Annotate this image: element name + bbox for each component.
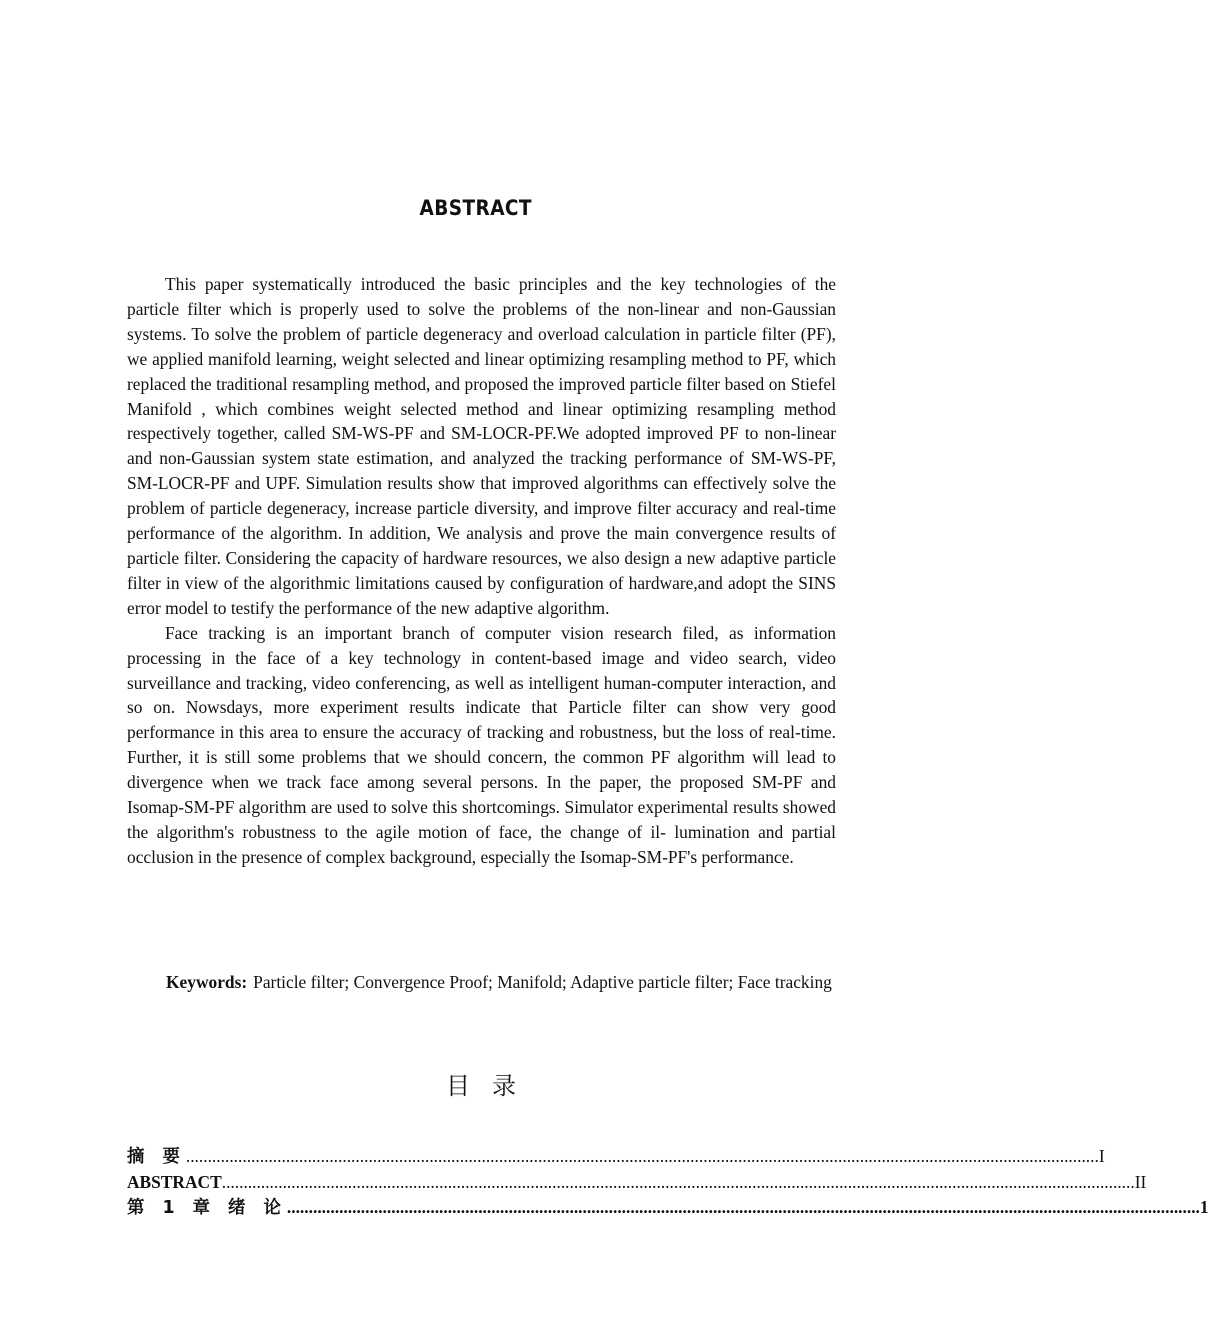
toc-entry-page: I <box>1098 1146 1105 1166</box>
abstract-body <box>127 272 836 870</box>
toc-entry-chapter-1[interactable] <box>127 1195 1209 1221</box>
toc-entry-label: ABSTRACT <box>127 1171 222 1192</box>
toc-entry-abstract-en[interactable] <box>127 1170 1147 1195</box>
toc-leader-dots: .................................................................................................................................................................................................................. <box>185 1146 1099 1166</box>
keywords-text: Particle filter; Convergence Proof; Manifold; Adaptive particle filter; Face tracking <box>253 972 832 992</box>
abstract-paragraph-2: Face tracking is an important branch of computer vision research filed, as information processing in the face of a key technology in content-based image and video search, video surveillance and tracking, video conferencing, as well as intelligent human-computer interaction, and so on. Nowsdays, more experiment results indicate that Particle filter can show very good performance in this area to ensure the accuracy of tracking and robustness, but the loss of real-time. Further, it is still some problems that we should concern, the common PF algorithm will lead to divergence when we track face among several persons. In the paper, the proposed SM-PF and Isomap-SM-PF algorithm are used to solve this shortcomings. Simulator experimental results showed the algorithm's robustness to the agile motion of face, the change of il- lumination and partial occlusion in the presence of complex background, especially the Isomap-SM-PF's performance. <box>127 622 836 867</box>
toc-entry-page: 1 <box>1199 1196 1209 1217</box>
toc-leader-dots: .................................................................................................................................................................................................................. <box>286 1196 1200 1217</box>
abstract-paragraph-1: This paper systematically introduced the basic principles and the key technologies of the particle filter which is properly used to solve the problems of the non-linear and non-Gaussian systems. To solve the problem of particle degeneracy and overload calculation in particle filter (PF), we applied manifold learning, weight selected and linear optimizing resampling method to PF, which replaced the traditional resampling method, and proposed the improved particle filter based on Stiefel Manifold , which combines weight selected method and linear optimizing resampling method respectively together, called SM-WS-PF and SM-LOCR-PF.We adopted improved PF to non-linear and non-Gaussian system state estimation, and analyzed the tracking performance of SM-WS-PF, SM-LOCR-PF and UPF. Simulation results show that improved algorithms can effectively solve the problem of particle degeneracy, increase particle diversity, and improve filter accuracy and real-time performance of the algorithm. In addition, We analysis and prove the main convergence results of particle filter. Considering the capacity of hardware resources, we also design a new adaptive particle filter in view of the algorithmic limitations caused by configuration of hardware,and adopt the SINS error model to testify the performance of the new adaptive algorithm. <box>127 274 836 618</box>
toc-entry-label: 第 1 章 绪 论 <box>127 1197 287 1218</box>
toc-entry-label: 摘 要 <box>127 1147 186 1167</box>
table-of-contents <box>127 1144 1209 1221</box>
keywords-label: Keywords: <box>166 972 248 992</box>
keywords-block <box>166 970 836 995</box>
toc-entry-abstract-cn[interactable] <box>127 1144 1105 1170</box>
toc-entry-page: II <box>1134 1171 1147 1192</box>
toc-leader-dots: .................................................................................................................................................................................................................. <box>221 1171 1135 1192</box>
abstract-heading: ABSTRACT <box>419 196 532 220</box>
toc-heading: 目录 <box>446 1072 538 1100</box>
